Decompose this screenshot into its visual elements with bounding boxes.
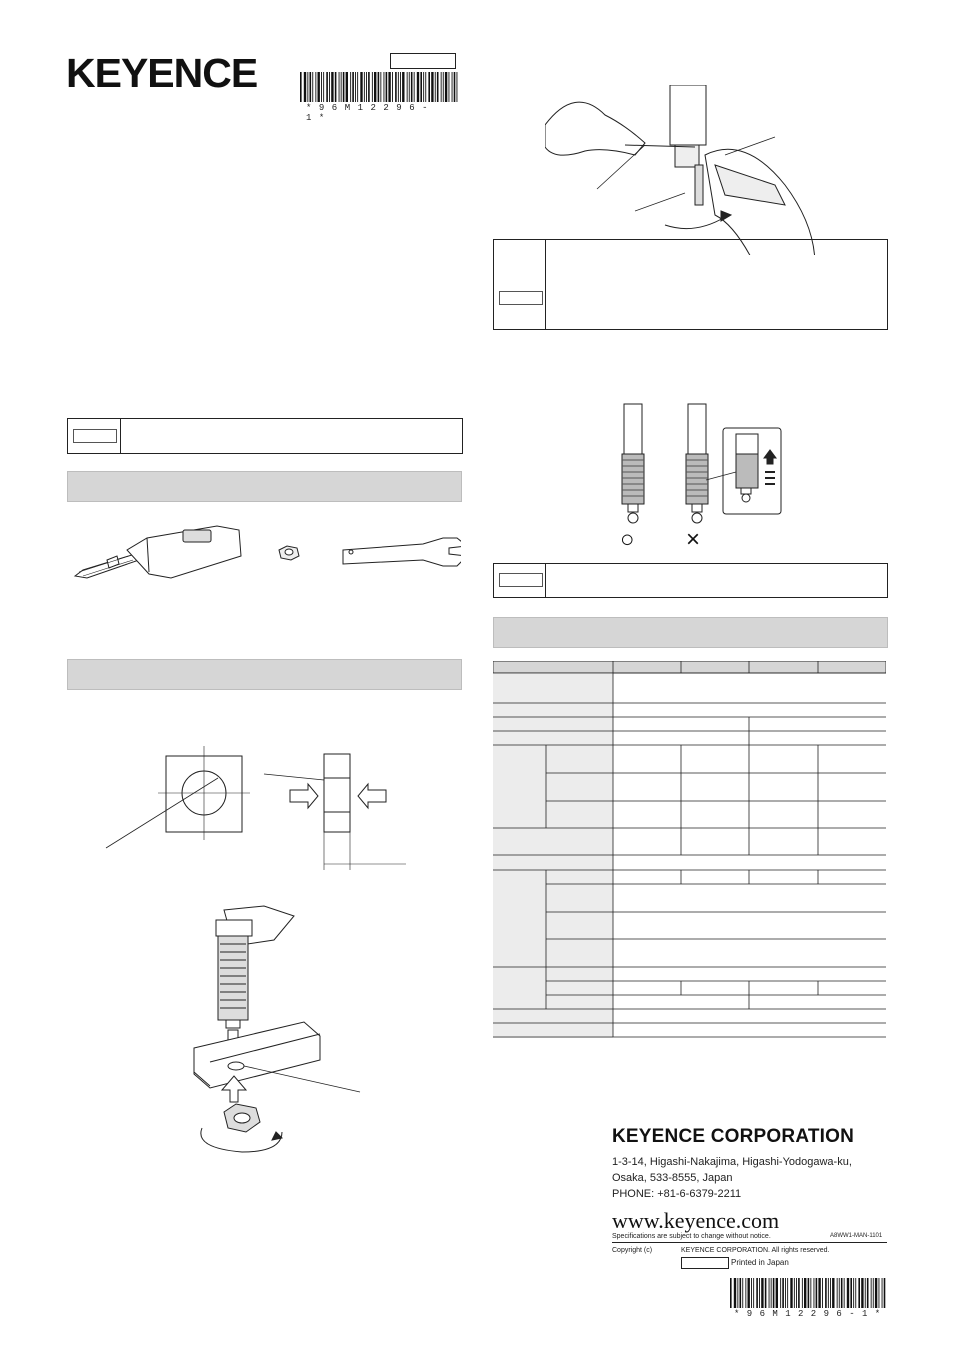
barcode-bar <box>409 72 410 102</box>
barcode-bar <box>335 72 337 102</box>
note-box-left <box>67 418 463 454</box>
barcode-bar <box>867 1278 869 1308</box>
barcode-bar <box>816 1278 818 1308</box>
address-line-1: 1-3-14, Higashi-Nakajima, Higashi-Yodogawa-ku, <box>612 1156 852 1168</box>
barcode-bar <box>818 1278 820 1308</box>
barcode-bar <box>326 72 328 102</box>
barcode-bars <box>300 72 460 102</box>
barcode-bar <box>435 72 436 102</box>
barcode-bar <box>445 72 447 102</box>
copyright-label: Copyright (c) <box>612 1247 653 1254</box>
barcode-bar <box>875 1278 877 1308</box>
barcode-bar <box>759 1278 760 1308</box>
barcode-text: *96M12296-1* <box>734 1309 888 1319</box>
barcode-bar <box>454 72 456 102</box>
barcode-bar <box>411 72 413 102</box>
barcode-bar <box>398 72 399 102</box>
barcode-bar <box>745 1278 746 1308</box>
note-tag <box>73 429 117 443</box>
package-contents-illustration <box>67 520 461 590</box>
barcode-bar <box>431 72 433 102</box>
barcode-bar <box>310 72 312 102</box>
barcode-bar <box>858 1278 860 1308</box>
barcode-bar <box>830 1278 831 1308</box>
barcode-bar <box>844 1278 845 1308</box>
barcode-bar <box>828 1278 829 1308</box>
barcode-bar <box>847 1278 849 1308</box>
wrench-illustration <box>343 538 461 566</box>
barcode-bar <box>366 72 367 102</box>
bottom-barcode <box>730 1278 890 1326</box>
barcode-bar <box>388 72 390 102</box>
barcode-bar <box>346 72 348 102</box>
barcode-bar <box>341 72 342 102</box>
website-link[interactable]: www.keyence.com <box>612 1208 780 1233</box>
barcode-bar <box>304 72 306 102</box>
address-line-2: Osaka, 533-8555, Japan <box>612 1172 733 1184</box>
barcode-bar <box>339 72 340 102</box>
barcode-bar <box>776 1278 778 1308</box>
barcode-bar <box>355 72 356 102</box>
barcode-bar <box>312 72 313 102</box>
disclaimer: Specifications are subject to change without notice. <box>612 1233 771 1240</box>
barcode-bar <box>769 1278 770 1308</box>
note-tag <box>499 573 543 587</box>
barcode-bar <box>374 72 376 102</box>
barcode-bar <box>407 72 408 102</box>
barcode-bar <box>871 1278 872 1308</box>
barcode-bar <box>315 72 316 102</box>
barcode-bar <box>392 72 393 102</box>
barcode-bar <box>378 72 380 102</box>
barcode-bar <box>443 72 444 102</box>
barcode-bar <box>343 72 345 102</box>
barcode-bar <box>360 72 362 102</box>
barcode-bar <box>457 72 458 102</box>
sensor-head-illustration <box>75 526 241 578</box>
barcode-label-box <box>390 53 456 69</box>
barcode-bar <box>318 72 320 102</box>
barcode-bar <box>380 72 381 102</box>
barcode-bar <box>740 1278 742 1308</box>
barcode-bar <box>400 72 401 102</box>
document-code: A8WW1-MAN-1101 <box>830 1233 883 1239</box>
barcode-bar <box>798 1278 800 1308</box>
phone-number: PHONE: +81-6-6379-2211 <box>612 1188 742 1200</box>
barcode-bar <box>771 1278 772 1308</box>
logo-text: KEYENCE <box>66 54 258 90</box>
company-block <box>612 1126 892 1234</box>
printed-in: Printed in Japan <box>731 1258 789 1267</box>
note-tag <box>499 291 543 305</box>
barcode-bar <box>737 1278 738 1308</box>
barcode-bar <box>839 1278 840 1308</box>
barcode-bar <box>756 1278 758 1308</box>
barcode-bar <box>417 72 419 102</box>
barcode-bar <box>420 72 422 102</box>
barcode-bar <box>414 72 415 102</box>
note-box-right-1 <box>493 239 888 330</box>
keyence-logo <box>66 54 261 95</box>
barcode-bar <box>742 1278 743 1308</box>
barcode-bar <box>751 1278 752 1308</box>
barcode-bar <box>855 1278 856 1308</box>
barcode-bar <box>452 72 453 102</box>
barcode-bar <box>790 1278 792 1308</box>
specification-table <box>493 661 886 1039</box>
barcode-bar <box>773 1278 775 1308</box>
barcode-bar <box>841 1278 843 1308</box>
barcode-bar <box>441 72 442 102</box>
note-box-right-2 <box>493 563 888 598</box>
section-band-specifications <box>493 617 888 648</box>
barcode-bar <box>853 1278 854 1308</box>
barcode-bar <box>323 72 324 102</box>
barcode-bar <box>425 72 426 102</box>
barcode-bar <box>395 72 397 102</box>
barcode-bar <box>331 72 333 102</box>
barcode-bar <box>837 1278 838 1308</box>
barcode-bar <box>782 1278 784 1308</box>
barcode-bar <box>748 1278 750 1308</box>
barcode-bar <box>350 72 351 102</box>
barcode-bar <box>873 1278 874 1308</box>
barcode-bar <box>384 72 385 102</box>
barcode-bar <box>808 1278 810 1308</box>
barcode-bar <box>884 1278 886 1308</box>
barcode-bar <box>372 72 373 102</box>
barcode-bar <box>734 1278 736 1308</box>
barcode-bar <box>761 1278 763 1308</box>
barcode-bar <box>796 1278 797 1308</box>
barcode-bar <box>794 1278 795 1308</box>
divider <box>612 1242 887 1243</box>
barcode-bars <box>730 1278 886 1308</box>
barcode-bar <box>730 1278 732 1308</box>
barcode-bar <box>861 1278 863 1308</box>
barcode-bar <box>810 1278 811 1308</box>
barcode-bar <box>765 1278 767 1308</box>
barcode-bar <box>437 72 439 102</box>
top-barcode <box>300 52 460 123</box>
ng-mark: × <box>686 526 701 553</box>
barcode-bar <box>804 1278 806 1308</box>
barcode-bar <box>814 1278 815 1308</box>
print-code-box <box>681 1257 729 1269</box>
barcode-bar <box>865 1278 866 1308</box>
barcode-bar <box>307 72 308 102</box>
company-name: KEYENCE CORPORATION <box>612 1126 855 1147</box>
ok-mark: ○ <box>620 526 635 553</box>
barcode-text: *96M12296-1* <box>306 103 436 123</box>
barcode-bar <box>402 72 404 102</box>
mounting-hole-drawing <box>100 740 420 870</box>
wrench-tightening-illustration <box>545 85 845 255</box>
section-band-package <box>67 471 462 502</box>
barcode-bar <box>785 1278 786 1308</box>
barcode-bar <box>787 1278 788 1308</box>
barcode-bar <box>364 72 365 102</box>
barcode-bar <box>832 1278 834 1308</box>
barcode-bar <box>850 1278 852 1308</box>
barcode-bar <box>329 72 330 102</box>
barcode-bar <box>753 1278 754 1308</box>
barcode-bar <box>825 1278 827 1308</box>
barcode-bar <box>386 72 388 102</box>
barcode-bar <box>300 72 302 102</box>
barcode-bar <box>882 1278 883 1308</box>
barcode-bar <box>802 1278 803 1308</box>
barcode-bar <box>449 72 450 102</box>
section-band-mounting <box>67 659 462 690</box>
barcode-bar <box>428 72 430 102</box>
barcode-bar <box>321 72 322 102</box>
barcode-bar <box>357 72 358 102</box>
barcode-bar <box>780 1278 781 1308</box>
company-address <box>612 1154 892 1202</box>
barcode-bar <box>368 72 370 102</box>
nut-illustration <box>279 546 299 560</box>
barcode-bar <box>423 72 424 102</box>
barcode-bar <box>352 72 354 102</box>
mounting-procedure-illustration <box>180 900 380 1190</box>
barcode-bar <box>879 1278 880 1308</box>
copyright-text: KEYENCE CORPORATION. All rights reserved. <box>681 1247 830 1254</box>
barcode-bar <box>822 1278 823 1308</box>
